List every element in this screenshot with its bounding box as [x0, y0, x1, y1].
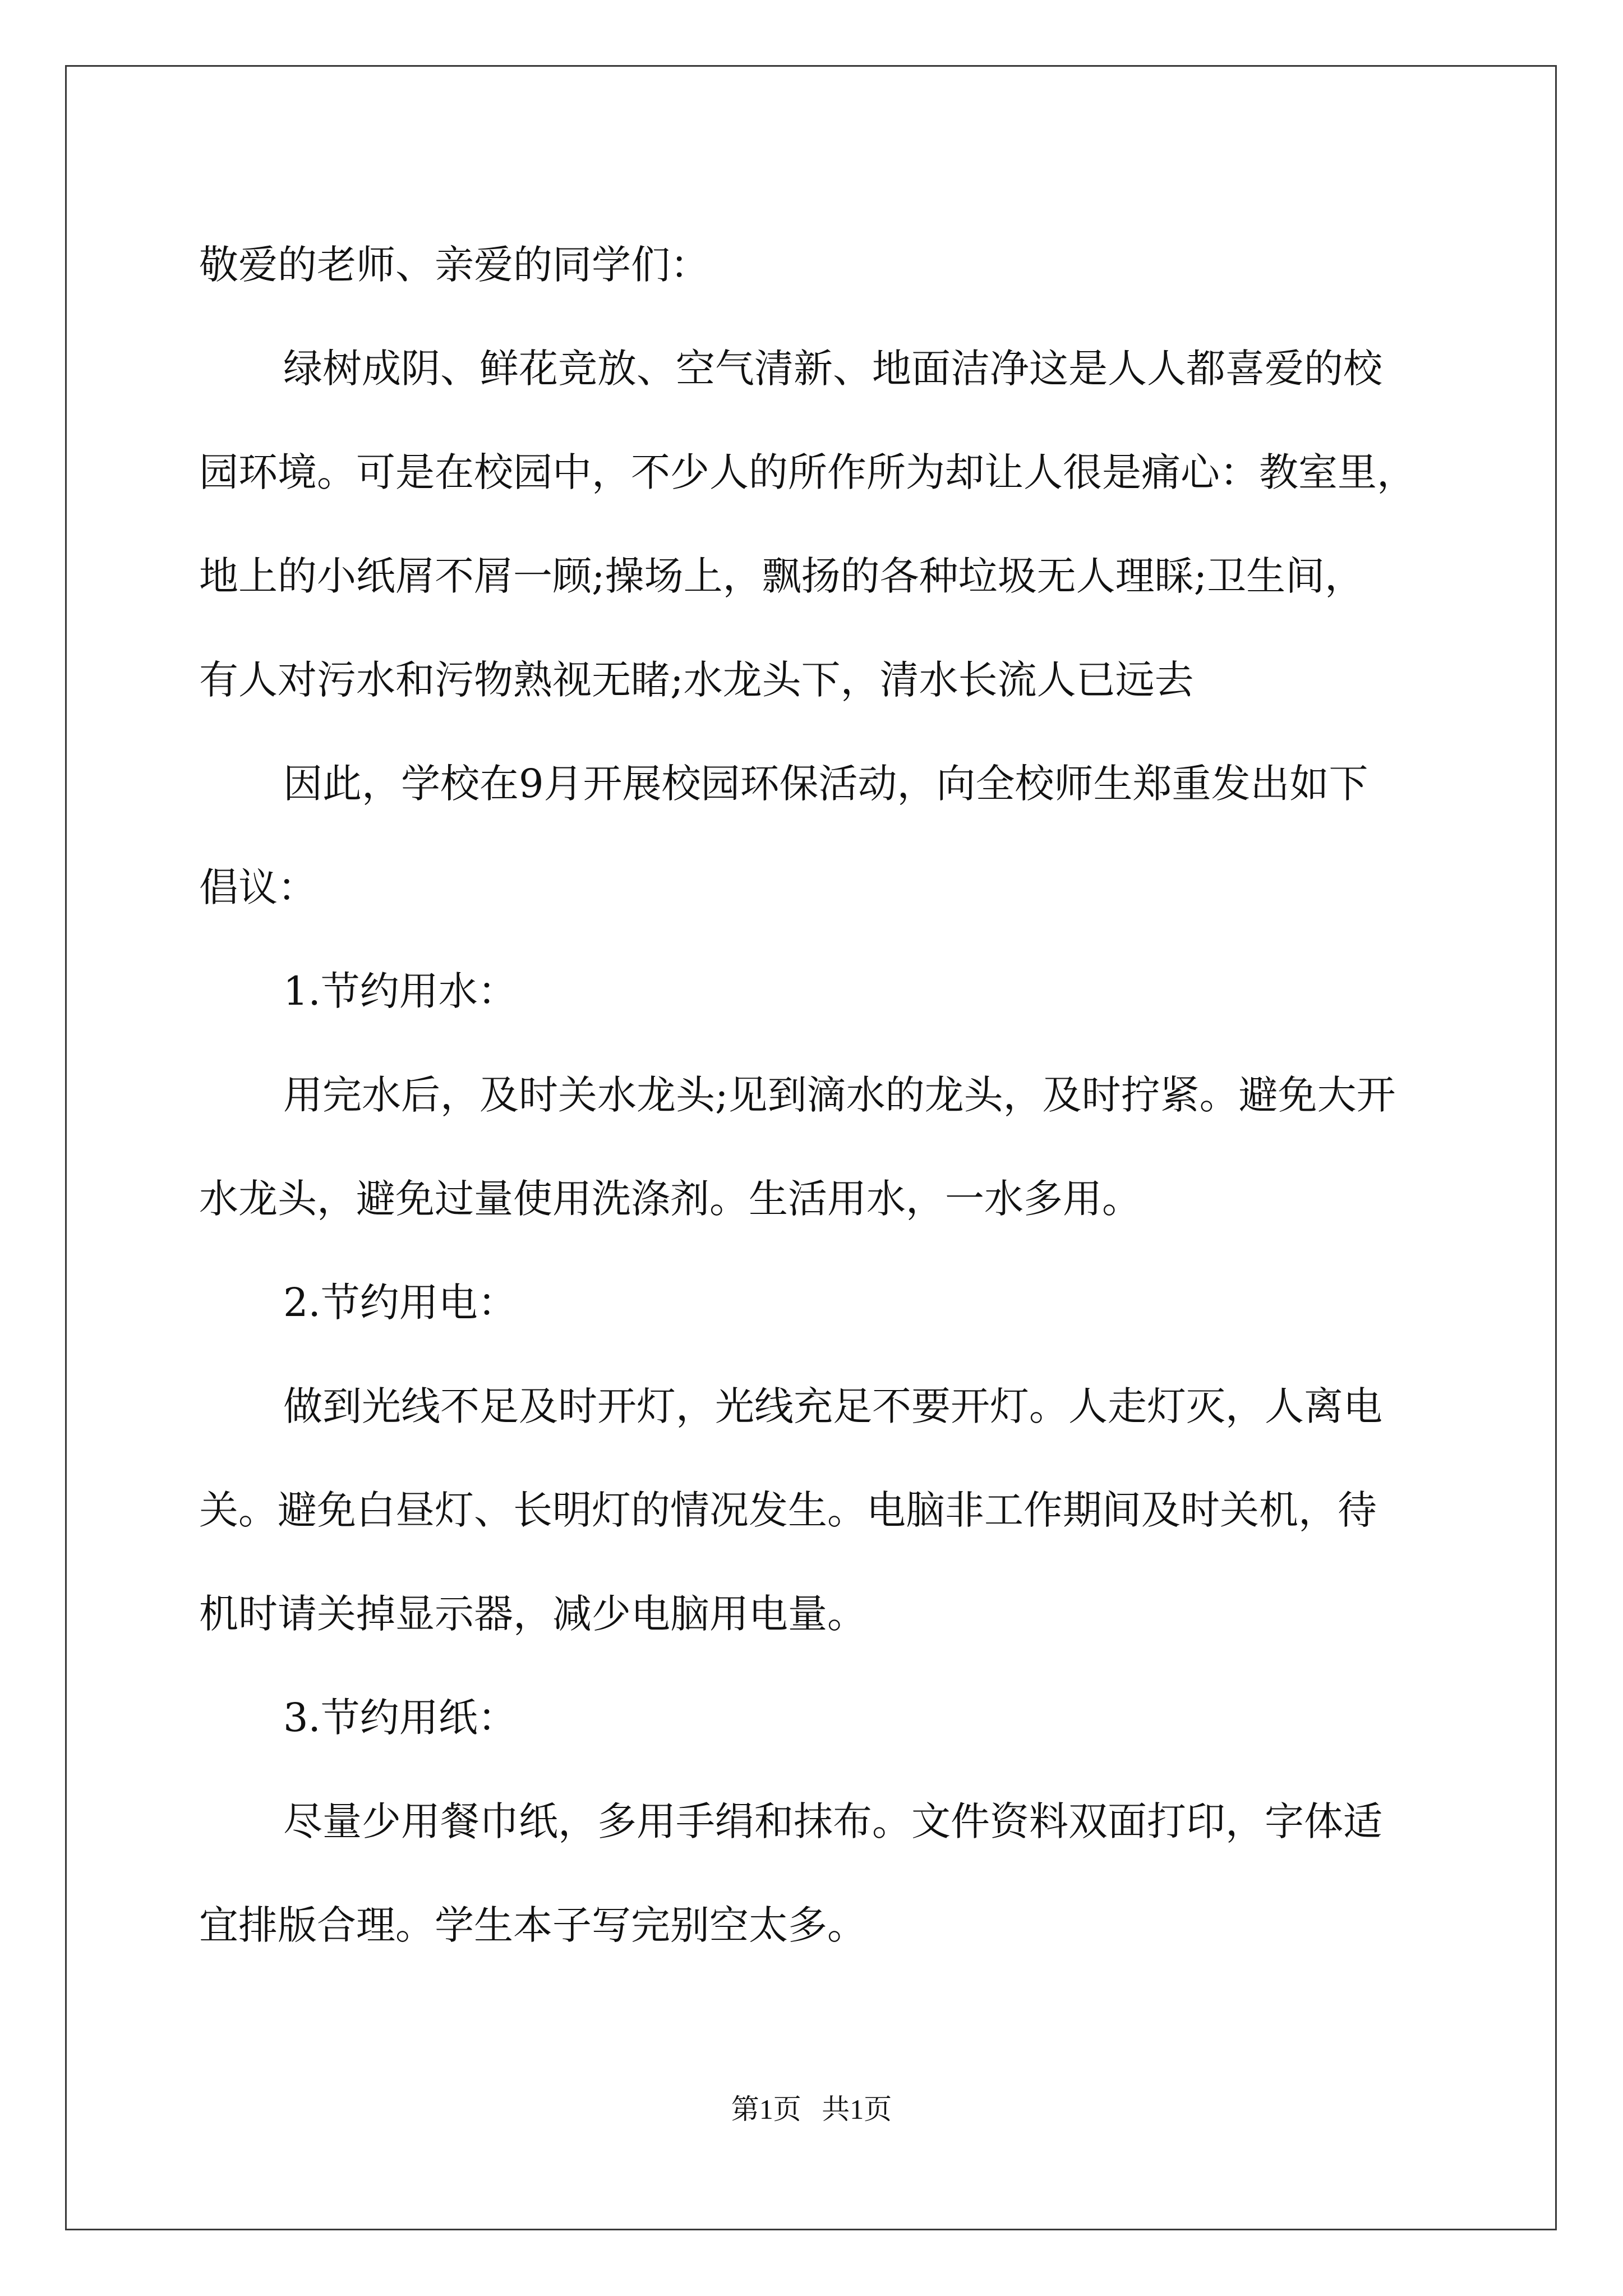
paragraph-line: 有人对污水和污物熟视无睹;水龙头下，清水长流人已远去 [199, 657, 1194, 703]
paragraph-line: 做到光线不足及时开灯，光线充足不要开灯。人走灯灭，人离电 [283, 1383, 1382, 1429]
page-number: 第1页 [731, 2093, 801, 2125]
paragraph-line: 尽量少用餐巾纸，多用手绢和抹布。文件资料双面打印，字体适 [283, 1798, 1382, 1844]
section-heading-water: 1.节约用水： [283, 968, 517, 1014]
paragraph-line: 因此，学校在9月开展校园环保活动，向全校师生郑重发出如下 [283, 761, 1368, 807]
greeting: 敬爱的老师、亲爱的同学们： [199, 242, 709, 288]
paragraph-line: 宜排版合理。学生本子写完别空太多。 [199, 1902, 866, 1948]
paragraph-line: 园环境。可是在校园中，不少人的所作所为却让人很是痛心：教室里， [199, 449, 1416, 495]
page-footer [0, 2092, 1623, 2126]
paragraph-line: 关。避免白昼灯、长明灯的情况发生。电脑非工作期间及时关机，待 [199, 1487, 1377, 1533]
paragraph-line: 水龙头，避免过量使用洗涤剂。生活用水，一水多用。 [199, 1176, 1141, 1222]
paragraph-line: 用完水后，及时关水龙头;见到滴水的龙头，及时拧紧。避免大开 [283, 1072, 1396, 1118]
page-total: 共1页 [822, 2093, 892, 2125]
paragraph-line: 绿树成阴、鲜花竞放、空气清新、地面洁净这是人人都喜爱的校 [283, 346, 1382, 392]
paragraph-line: 地上的小纸屑不屑一顾;操场上，飘扬的各种垃圾无人理睬;卫生间， [199, 553, 1364, 599]
document-body [199, 213, 1489, 1977]
paragraph-line: 机时请关掉显示器，减少电脑用电量。 [199, 1591, 866, 1637]
paragraph-line: 倡议： [199, 864, 317, 910]
section-heading-paper: 3.节约用纸： [283, 1695, 517, 1741]
section-heading-electricity: 2.节约用电： [283, 1280, 517, 1326]
